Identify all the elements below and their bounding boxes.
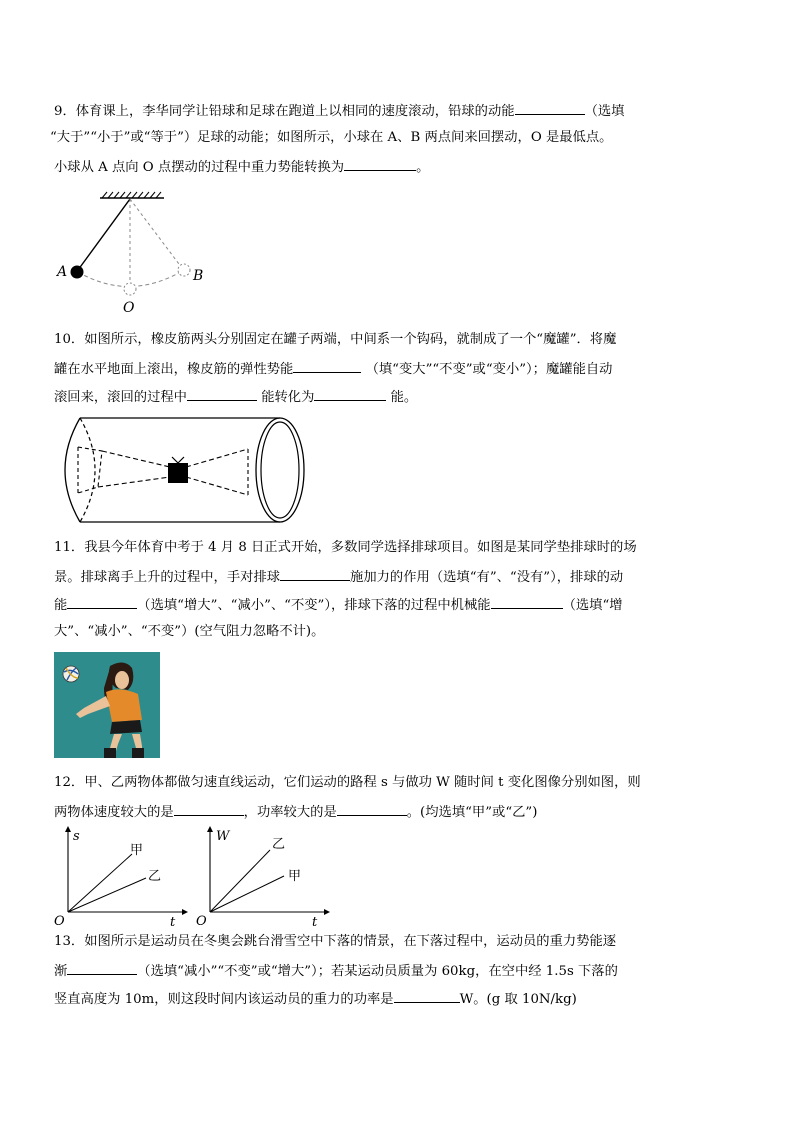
q10-text: 能。 xyxy=(390,390,418,405)
q9-text: “大于”“小于”或“等于”）足球的动能；如图所示，小球在 A、B 两点间来回摆动，O 是最低点。 xyxy=(50,130,613,145)
q12-blank-1[interactable] xyxy=(174,801,244,816)
q12-line-2 xyxy=(54,801,537,823)
line-lower-label: 乙 xyxy=(148,869,162,884)
q10-line-2 xyxy=(54,358,612,380)
q11-text: 能 xyxy=(54,598,68,613)
q13-text: （选填“减小”“不变”或“增大”）；若某运动员质量为 60kg，在空中经 1.5s 下落的 xyxy=(137,964,618,979)
q11-blank-1[interactable] xyxy=(280,566,350,581)
q9-text: 小球从 A 点向 O 点摆动的过程中重力势能转换为 xyxy=(54,160,345,175)
q13-line-3 xyxy=(54,988,577,1010)
q12-text: 。(均选填“甲”或“乙”) xyxy=(406,805,538,820)
line-lower-label: 甲 xyxy=(288,869,302,884)
q10-line-1 xyxy=(54,330,616,350)
line-upper xyxy=(210,850,270,912)
q11-text: 景。排球离手上升的过程中，手对排球 xyxy=(54,570,281,585)
q12-text: ，功率较大的是 xyxy=(243,805,337,820)
q12-text: 12．甲、乙两物体都做匀速直线运动，它们运动的路程 s 与做功 W 随时间 t 变化图像分别如图，则 xyxy=(54,775,641,790)
label-a: A xyxy=(57,264,68,280)
q9-text: 。 xyxy=(416,160,430,175)
x-axis-label: t xyxy=(312,915,318,928)
line-upper-label: 甲 xyxy=(130,843,144,858)
q11-line-3 xyxy=(54,594,623,616)
origin-label: O xyxy=(54,914,65,928)
q10-text: 滚回来，滚回的过程中 xyxy=(54,390,187,405)
pendulum-figure xyxy=(52,190,222,315)
q9-text: （选填 xyxy=(584,104,625,119)
line-upper-label: 乙 xyxy=(272,837,286,852)
line-lower xyxy=(210,876,284,912)
q13-blank-2[interactable] xyxy=(394,988,460,1003)
label-b: B xyxy=(193,268,204,284)
label-o: O xyxy=(123,300,135,315)
volleyball-picture xyxy=(54,652,160,758)
q11-text: 11．我县今年体育中考于 4 月 8 日正式开始，多数同学选择排球项目。如图是某同学垫排球时的场 xyxy=(54,540,637,555)
q9-text: 9．体育课上，李华同学让铅球和足球在跑道上以相同的速度滚动，铅球的动能 xyxy=(54,104,515,119)
q13-text: 渐 xyxy=(54,964,68,979)
q13-line-1 xyxy=(54,932,616,952)
q9-blank-1[interactable] xyxy=(515,100,585,115)
q10-text: 能转化为 xyxy=(261,390,315,405)
q9-blank-2[interactable] xyxy=(344,156,416,171)
q13-blank-1[interactable] xyxy=(67,960,137,975)
q11-blank-2[interactable] xyxy=(67,594,137,609)
hook-weight xyxy=(168,463,188,483)
line-lower xyxy=(68,878,146,912)
q11-text: （选填“增大”、“减小”、“不变”），排球下落的过程中机械能 xyxy=(137,598,491,613)
s-t-graph xyxy=(50,826,190,928)
q10-text: 10．如图所示，橡皮筋两头分别固定在罐子两端，中间系一个钩码，就制成了一个“魔罐”．将魔 xyxy=(54,332,617,347)
q11-line-1 xyxy=(54,538,637,558)
q13-text: 13．如图所示是运动员在冬奥会跳台滑雪空中下落的情景，在下落过程中，运动员的重力势能逐 xyxy=(54,934,617,949)
origin-label: O xyxy=(196,914,207,928)
q12-blank-2[interactable] xyxy=(337,801,407,816)
q12-line-1 xyxy=(54,773,641,793)
w-t-graph xyxy=(192,826,332,928)
q9-line-2 xyxy=(50,128,612,148)
q13-line-2 xyxy=(54,960,618,982)
q9-line-1 xyxy=(54,100,624,122)
q11-blank-3[interactable] xyxy=(491,594,563,609)
q10-text: （填“变大”“不变”或“变小”）；魔罐能自动 xyxy=(365,362,613,377)
q11-line-4 xyxy=(54,622,324,642)
x-axis-label: t xyxy=(170,915,176,928)
magic-can-figure xyxy=(52,415,308,527)
ball-a xyxy=(71,266,84,279)
line-upper xyxy=(68,854,132,912)
q13-text: W。(g 取 10N/kg) xyxy=(459,992,577,1007)
y-axis-label: W xyxy=(216,829,230,844)
q11-line-2 xyxy=(54,566,623,588)
q10-line-3 xyxy=(54,386,417,408)
q10-blank-2[interactable] xyxy=(187,386,257,401)
y-axis-label: s xyxy=(73,829,80,844)
q10-blank-3[interactable] xyxy=(314,386,386,401)
q12-text: 两物体速度较大的是 xyxy=(54,805,174,820)
q10-text: 罐在水平地面上滚出，橡皮筋的弹性势能 xyxy=(54,362,294,377)
q13-text: 竖直高度为 10m，则这段时间内该运动员的重力的功率是 xyxy=(54,992,394,1007)
q11-text: 施加力的作用（选填“有”、“没有”），排球的动 xyxy=(350,570,624,585)
q9-line-3 xyxy=(54,156,429,178)
q11-text: （选填“增 xyxy=(562,598,623,613)
q10-blank-1[interactable] xyxy=(293,358,361,373)
q11-text: 大”、“减小”、“不变”）(空气阻力忽略不计)。 xyxy=(54,624,325,639)
